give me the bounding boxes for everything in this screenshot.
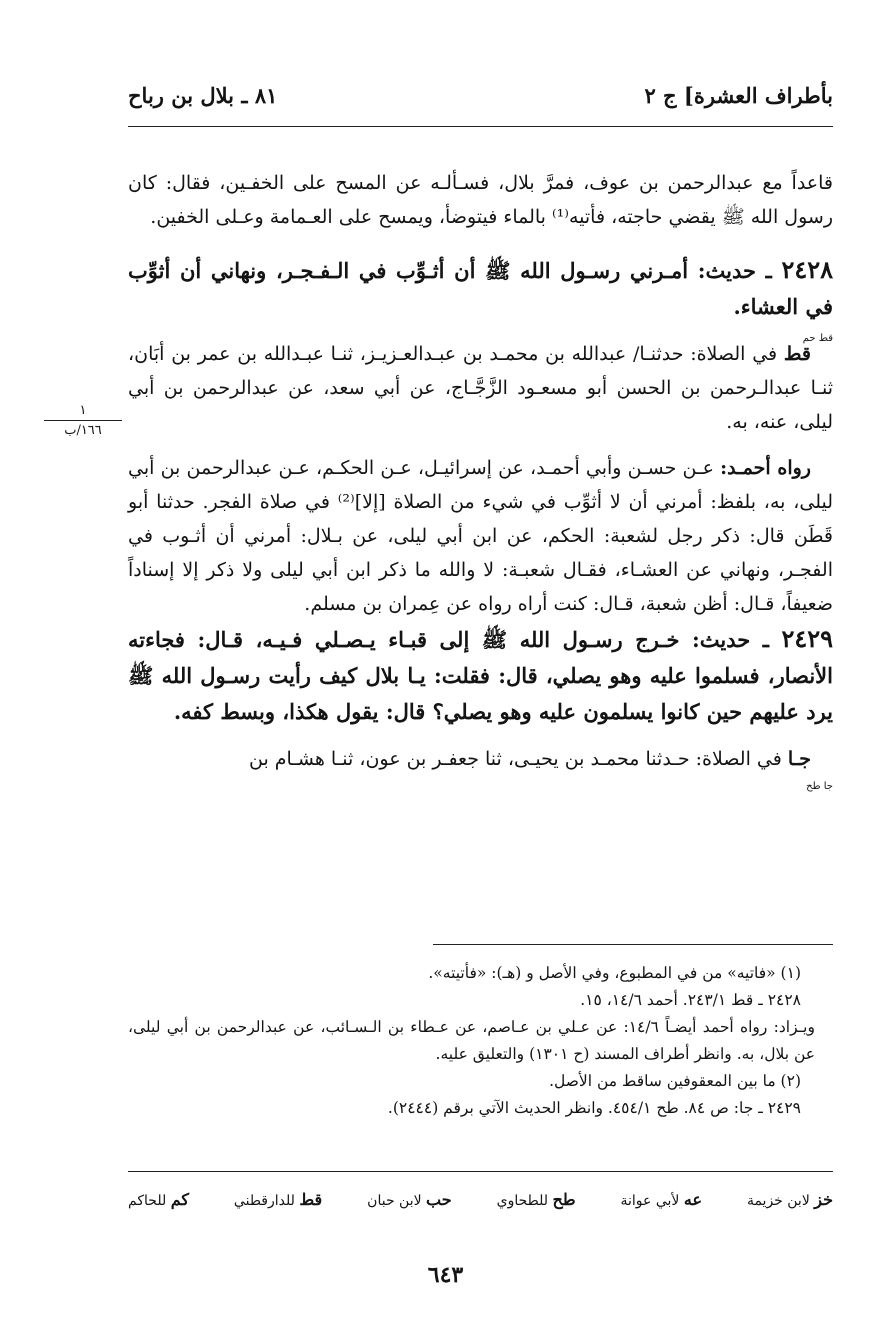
riwaya-paragraph <box>128 451 833 621</box>
margin-note <box>44 402 122 441</box>
hadith-number: ٢٤٢٩ <box>781 624 833 653</box>
abbreviations-key <box>128 1190 833 1209</box>
footnote: ويـزاد: رواه أحمد أيضـاً ١٤/٦: عن عـلي بن عـاصم، عن عـطاء بن الـسـائب، عن عبدالرحمن بن أبي ليلى، عن بلال، به. وانظر أطراف المسند (ح ١٣٠١) والتعليق عليه. <box>128 1018 815 1063</box>
footnote-divider <box>433 944 833 945</box>
source-tags: جا طح <box>806 781 833 792</box>
source-code: قط <box>783 343 812 365</box>
abbreviation: كم للحاكم <box>128 1190 189 1209</box>
hadith-2429 <box>128 621 833 730</box>
hadith-text: ـ حديث: خـرج رسـول الله ﷺ إلى قبـاء يـصـلي فـيـه، قـال: فجاءته الأنصار، فسلموا عليه وهو يصلي، قال: فقلت: يـا بلال كيف رأيت رسـول الله ﷺ يرد عليهم حين كانوا يسلمون عليه وهو يصلي؟ قال: يقول هكذا، وبسط كفه. <box>128 627 833 724</box>
isnad-text: في الصلاة: حـدثنا محمـد بن يحيـى، ثنا جعفـر بن عون، ثنـا هشـام بن <box>248 748 782 770</box>
abbreviation: خز لابن خزيمة <box>746 1190 833 1209</box>
riwaya-text: عـن حسـن وأبي أحمـد، عن إسرائيـل، عـن الحكـم، عـن عبدالرحمن بن أبي ليلى، به، بلفظ: أمرني أن لا أثوِّب في شيء من الصلاة [إلا]⁽²⁾ في صلاة الفجر. حدثنا أبو قَطَن قال: ذكر رجل لشعبة: الحكم، عن ابن أبي ليلى، عن بـلال: أمرني أن أثـوب في الفجـر، ونهاني عن العشـاء، فقـال شعبـة: لا والله ما ذكر ابن أبي ليلى ولا ذكر إلا إسناداً ضعيفاً، قـال: أظن شعبة، قـال: كنت أراه رواه عن عِمران بن مسلم. <box>128 457 834 615</box>
header-divider <box>128 126 833 127</box>
isnad-paragraph <box>128 337 833 439</box>
hadith-number: ٢٤٢٨ <box>781 255 833 284</box>
hadith-2428 <box>128 252 833 325</box>
source-code: جـا <box>787 748 811 770</box>
abbreviations-divider <box>128 1171 833 1172</box>
main-text <box>128 166 834 792</box>
isnad-paragraph <box>128 742 833 776</box>
margin-note-number: ١ <box>44 402 122 421</box>
running-header-title: بأطراف العشرة] ج ٢ <box>644 83 833 108</box>
abbreviation: عه لأبي عوانة <box>620 1190 702 1209</box>
hadith-text: ـ حديث: أمـرني رسـول الله ﷺ أن أثـوِّب في الـفـجـر، ونهاني أن أثوِّب في العشاء. <box>128 258 833 319</box>
running-header-section: ٨١ ـ بلال بن رباح <box>128 83 278 108</box>
footnote: ٢٤٢٩ ـ جا: ص ٨٤. طح ٤٥٤/١. وانظر الحديث الآتي برقم (٢٤٤٤). <box>387 1099 801 1117</box>
isnad-text: في الصلاة: حدثنـا/ عبدالله بن محمـد بن عبـدالعـزيـز، ثنـا عبـدالله بن عمر بن أبَان، ثنـا عبدالـرحمن بن الحسن أبو مسعـود الزَّجَّـاج، عن أبي سعد، عن عبدالرحمن بن أبي ليلى، عنه، به. <box>128 343 833 433</box>
page-number: ٦٤٣ <box>427 1262 464 1288</box>
abbreviation: طح للطحاوي <box>496 1190 576 1209</box>
footnote: (١) «فاتيه» من في المطبوع، وفي الأصل و (هـ): «فأتيته». <box>428 964 801 982</box>
footnotes <box>128 960 833 1122</box>
abbreviation: قط للدارقطني <box>233 1190 323 1209</box>
margin-note-folio: ١٦٦/ب <box>64 423 102 438</box>
footnote: (٢) ما بين المعقوفين ساقط من الأصل. <box>549 1072 801 1090</box>
footnote: ٢٤٢٨ ـ قط ٢٤٣/١. أحمد ١٤/٦، ١٥. <box>580 991 801 1009</box>
source-tags: قط حم <box>802 333 833 344</box>
intro-paragraph: قاعداً مع عبدالرحمن بن عوف، فمرَّ بلال، فسـألـه عن المسح على الخفـين، فقال: كان رسول الله ﷺ يقضي حاجته، فأتيه⁽¹⁾ بالماء فيتوضأ، ويمسح على العـمامة وعـلى الخفين. <box>128 172 834 228</box>
source-code: رواه أحمـد: <box>720 457 811 479</box>
abbreviation: حب لابن حبان <box>367 1190 452 1209</box>
